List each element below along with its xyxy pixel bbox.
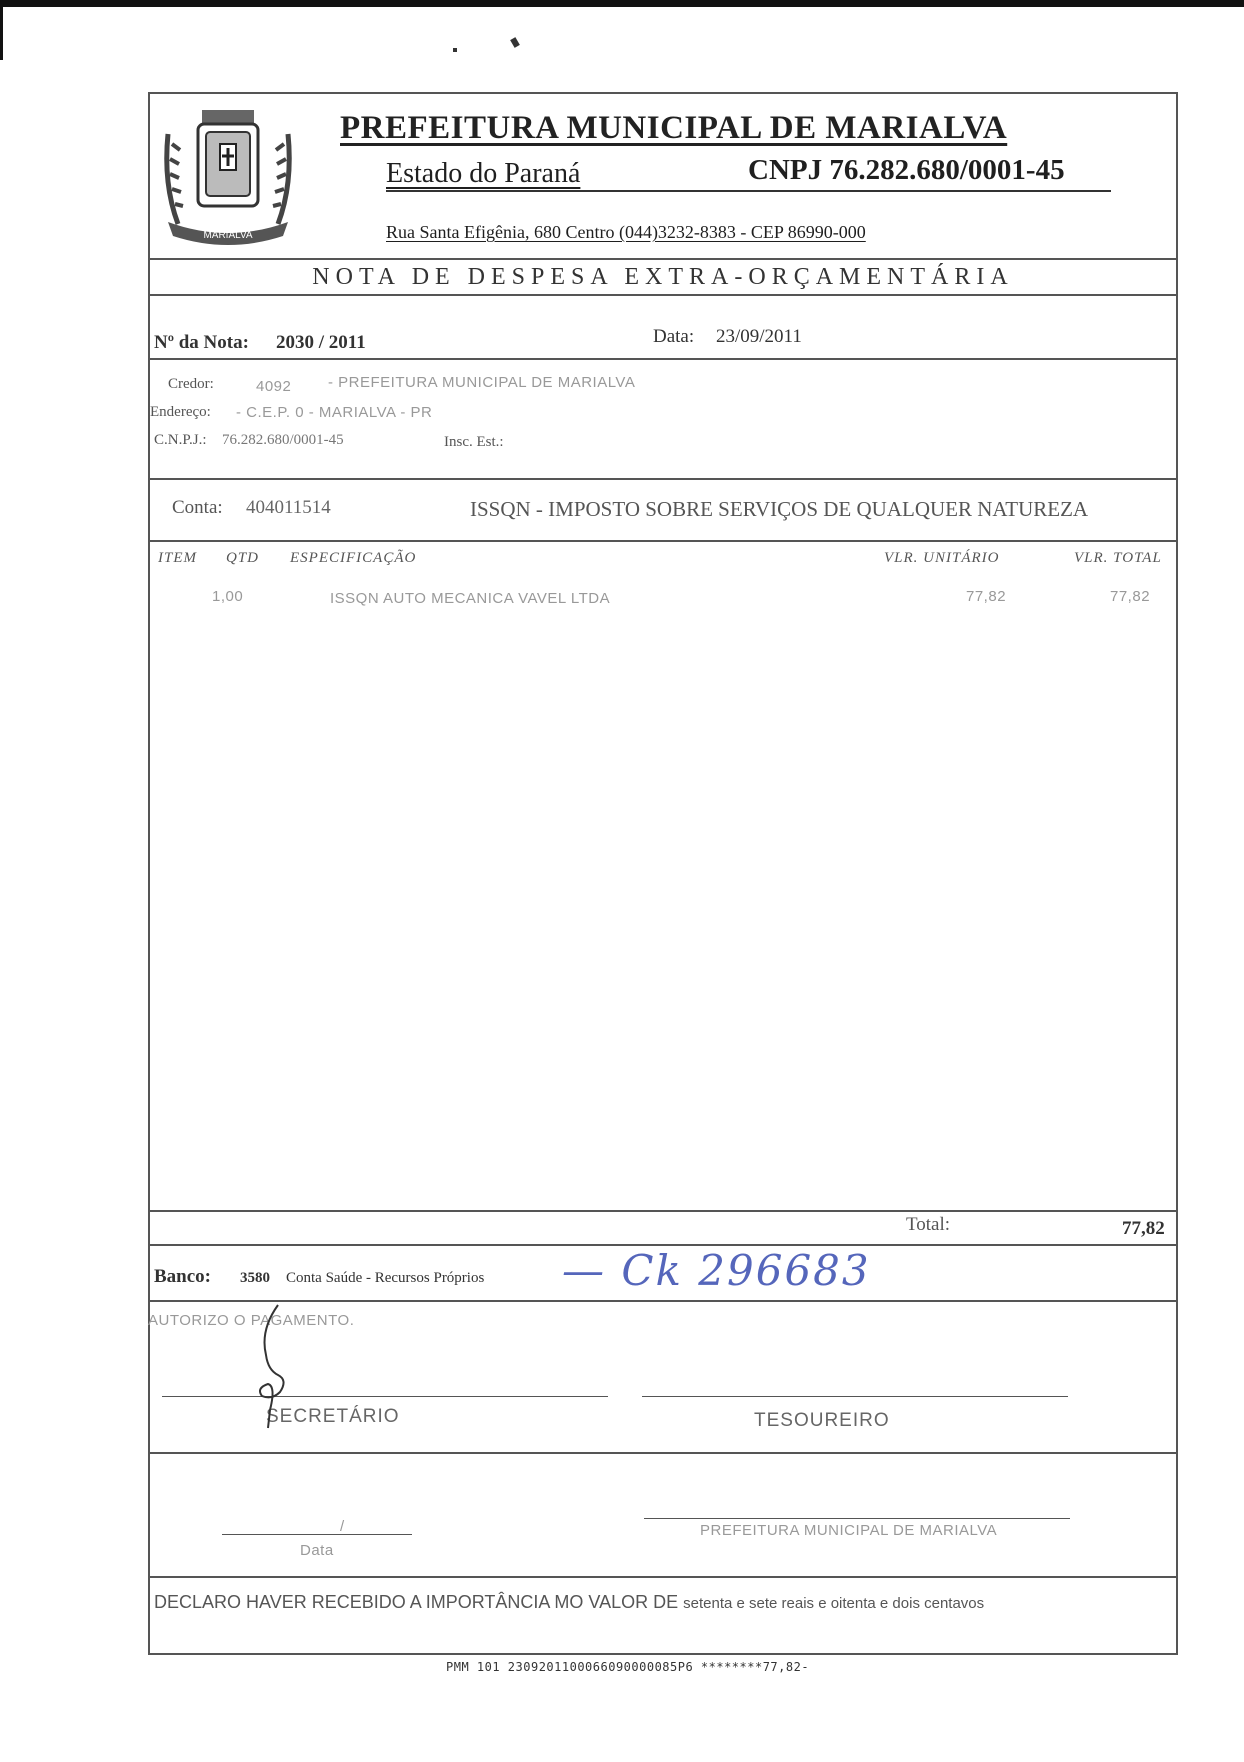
coat-of-arms-icon [158, 104, 298, 254]
date-slash: / [340, 1518, 345, 1535]
total-label: Total: [906, 1214, 951, 1235]
divider [150, 1452, 1176, 1454]
divider [150, 294, 1176, 296]
column-header-qtd: QTD [226, 550, 260, 566]
conta-description: ISSQN - IMPOSTO SOBRE SERVIÇOS DE QUALQUER NATUREZA [470, 497, 1089, 521]
date-label: Data [300, 1542, 334, 1559]
secretario-signature-line [162, 1396, 608, 1397]
prefeitura-label: PREFEITURA MUNICIPAL DE MARIALVA [700, 1522, 998, 1539]
nota-number-label: Nº da Nota: [154, 332, 249, 353]
endereco-label: Endereço: [150, 404, 211, 420]
divider [150, 258, 1176, 260]
tesoureiro-label: TESOUREIRO [754, 1410, 890, 1431]
declaration-text [154, 1592, 1074, 1613]
divider [150, 358, 1176, 360]
scan-speck [510, 37, 520, 48]
footer-code: PMM 101 2309201100066090000085P6 ********77,82- [446, 1660, 810, 1674]
nota-number: 2030 / 2011 [276, 332, 366, 353]
credor-label: Credor: [168, 376, 214, 392]
cnpj-label: C.N.P.J.: [154, 432, 207, 448]
tesoureiro-signature-line [642, 1396, 1068, 1397]
state-name: Estado do Paraná [386, 158, 581, 189]
declaration-lead: DECLARO HAVER RECEBIDO A IMPORTÂNCIA MO VALOR DE [154, 1592, 684, 1612]
autorizo-text: AUTORIZO O PAGAMENTO. [148, 1312, 355, 1329]
total-value: 77,82 [1122, 1218, 1165, 1239]
cnpj-value: 76.282.680/0001-45 [222, 432, 344, 448]
row-unit: 77,82 [966, 588, 1007, 605]
endereco-value: - C.E.P. 0 - MARIALVA - PR [236, 404, 433, 421]
svg-text:MARIALVA: MARIALVA [203, 230, 253, 241]
divider [150, 1210, 1176, 1212]
banco-description: Conta Saúde - Recursos Próprios [286, 1270, 485, 1286]
column-header-unit: VLR. UNITÁRIO [884, 550, 1000, 566]
secretario-label: SECRETÁRIO [266, 1406, 400, 1427]
row-spec: ISSQN AUTO MECANICA VAVEL LTDA [330, 590, 611, 607]
column-header-item: ITEM [158, 550, 197, 566]
column-header-spec: ESPECIFICAÇÃO [290, 550, 417, 566]
divider [386, 190, 1111, 192]
handwritten-signature-icon [248, 1300, 308, 1430]
handwritten-check-number: — Ck 296683 [562, 1246, 871, 1295]
banco-code: 3580 [240, 1270, 270, 1286]
declaration-amount: setenta e sete reais e oitenta e dois centavos [683, 1595, 985, 1612]
scan-top-border [0, 0, 1244, 7]
header-address: Rua Santa Efigênia, 680 Centro (044)3232-8383 - CEP 86990-000 [386, 222, 866, 242]
scan-left-border [0, 0, 3, 60]
credor-name: - PREFEITURA MUNICIPAL DE MARIALVA [328, 374, 636, 391]
conta-label: Conta: [172, 497, 223, 518]
date-line [222, 1534, 412, 1535]
divider [150, 478, 1176, 480]
scan-speck [453, 48, 457, 52]
insc-label: Insc. Est.: [444, 434, 504, 450]
conta-number: 404011514 [246, 497, 331, 518]
divider [150, 540, 1176, 542]
credor-code: 4092 [256, 378, 292, 395]
page-title: PREFEITURA MUNICIPAL DE MARIALVA [340, 110, 1008, 146]
divider [150, 1576, 1176, 1578]
nota-date-label: Data: [653, 326, 695, 347]
row-qtd: 1,00 [212, 588, 244, 605]
banco-label: Banco: [154, 1266, 211, 1287]
row-total: 77,82 [1110, 588, 1151, 605]
document-title: NOTA DE DESPESA EXTRA-ORÇAMENTÁRIA [312, 264, 1014, 290]
nota-date: 23/09/2011 [716, 326, 802, 347]
header-cnpj: CNPJ 76.282.680/0001-45 [748, 154, 1065, 186]
prefeitura-signature-line [644, 1518, 1070, 1519]
column-header-total: VLR. TOTAL [1074, 550, 1162, 566]
